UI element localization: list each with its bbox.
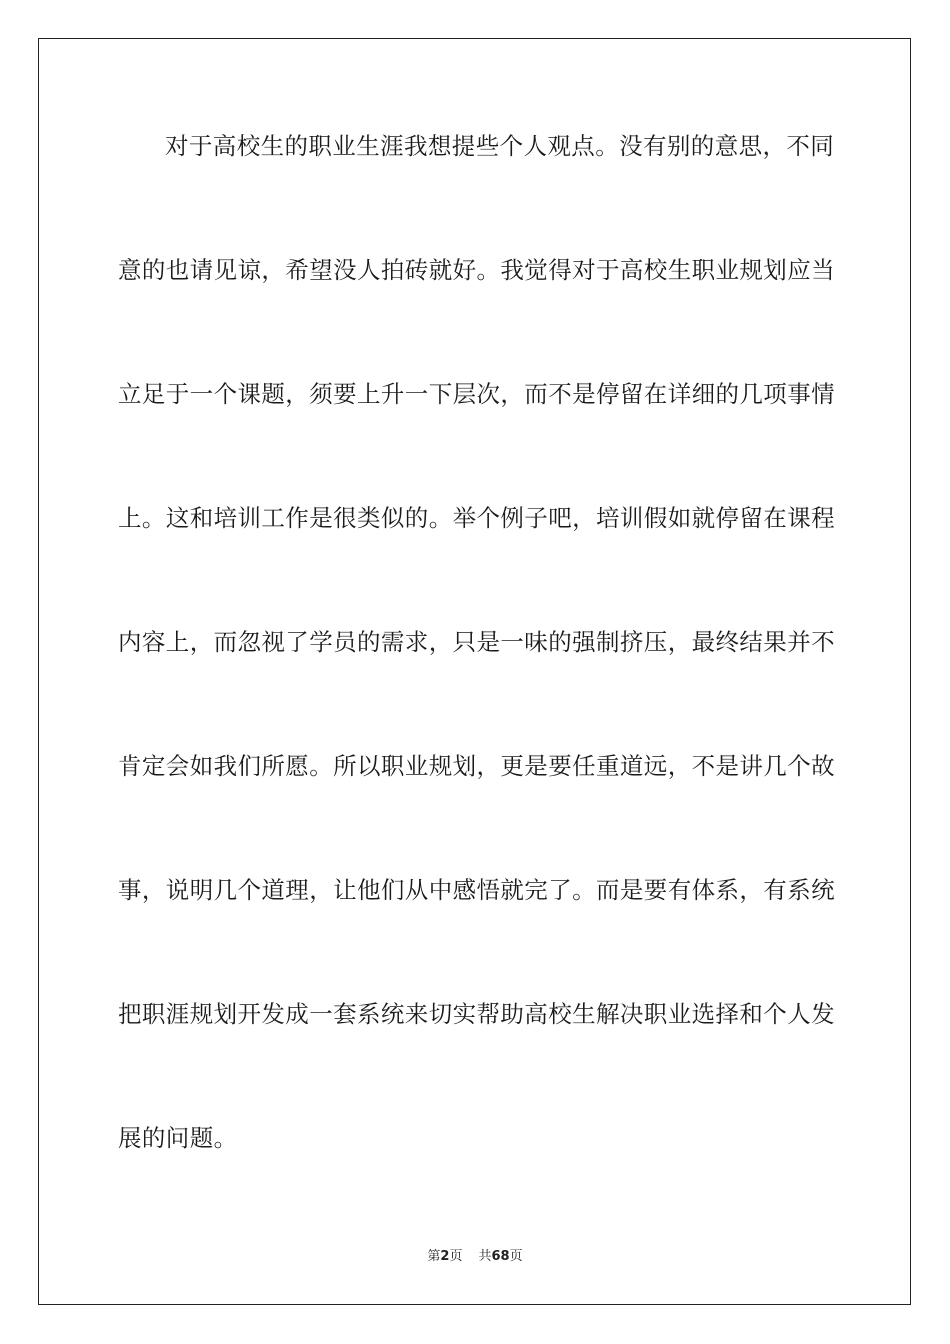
total-suffix: 页 — [509, 1249, 523, 1264]
page-border — [38, 38, 911, 1305]
paragraph-line-2: 意的也请见谅，希望没人拍砖就好。我觉得对于高校生职业规划应当 — [118, 256, 835, 284]
paragraph-line-3: 立足于一个课题，须要上升一下层次，而不是停留在详细的几项事情 — [118, 380, 835, 408]
paragraph-line-9: 展的问题。 — [118, 1124, 238, 1152]
paragraph-line-1: 对于高校生的职业生涯我想提些个人观点。没有别的意思，不同 — [165, 132, 835, 160]
total-pages-number: 68 — [491, 1249, 510, 1264]
paragraph-line-5: 内容上，而忽视了学员的需求，只是一味的强制挤压，最终结果并不 — [118, 628, 835, 656]
page-suffix: 页 — [449, 1249, 463, 1264]
page-prefix: 第 — [427, 1249, 441, 1264]
total-prefix: 共 — [478, 1249, 492, 1264]
page-footer — [0, 1248, 950, 1266]
paragraph-line-8: 把职涯规划开发成一套系统来切实帮助高校生解决职业选择和个人发 — [118, 1000, 835, 1028]
paragraph-line-4: 上。这和培训工作是很类似的。举个例子吧，培训假如就停留在课程 — [118, 504, 835, 532]
paragraph-line-7: 事，说明几个道理，让他们从中感悟就完了。而是要有体系，有系统 — [118, 876, 835, 904]
current-page-number: 2 — [440, 1249, 450, 1264]
paragraph-line-6: 肯定会如我们所愿。所以职业规划，更是要任重道远，不是讲几个故 — [118, 752, 835, 780]
